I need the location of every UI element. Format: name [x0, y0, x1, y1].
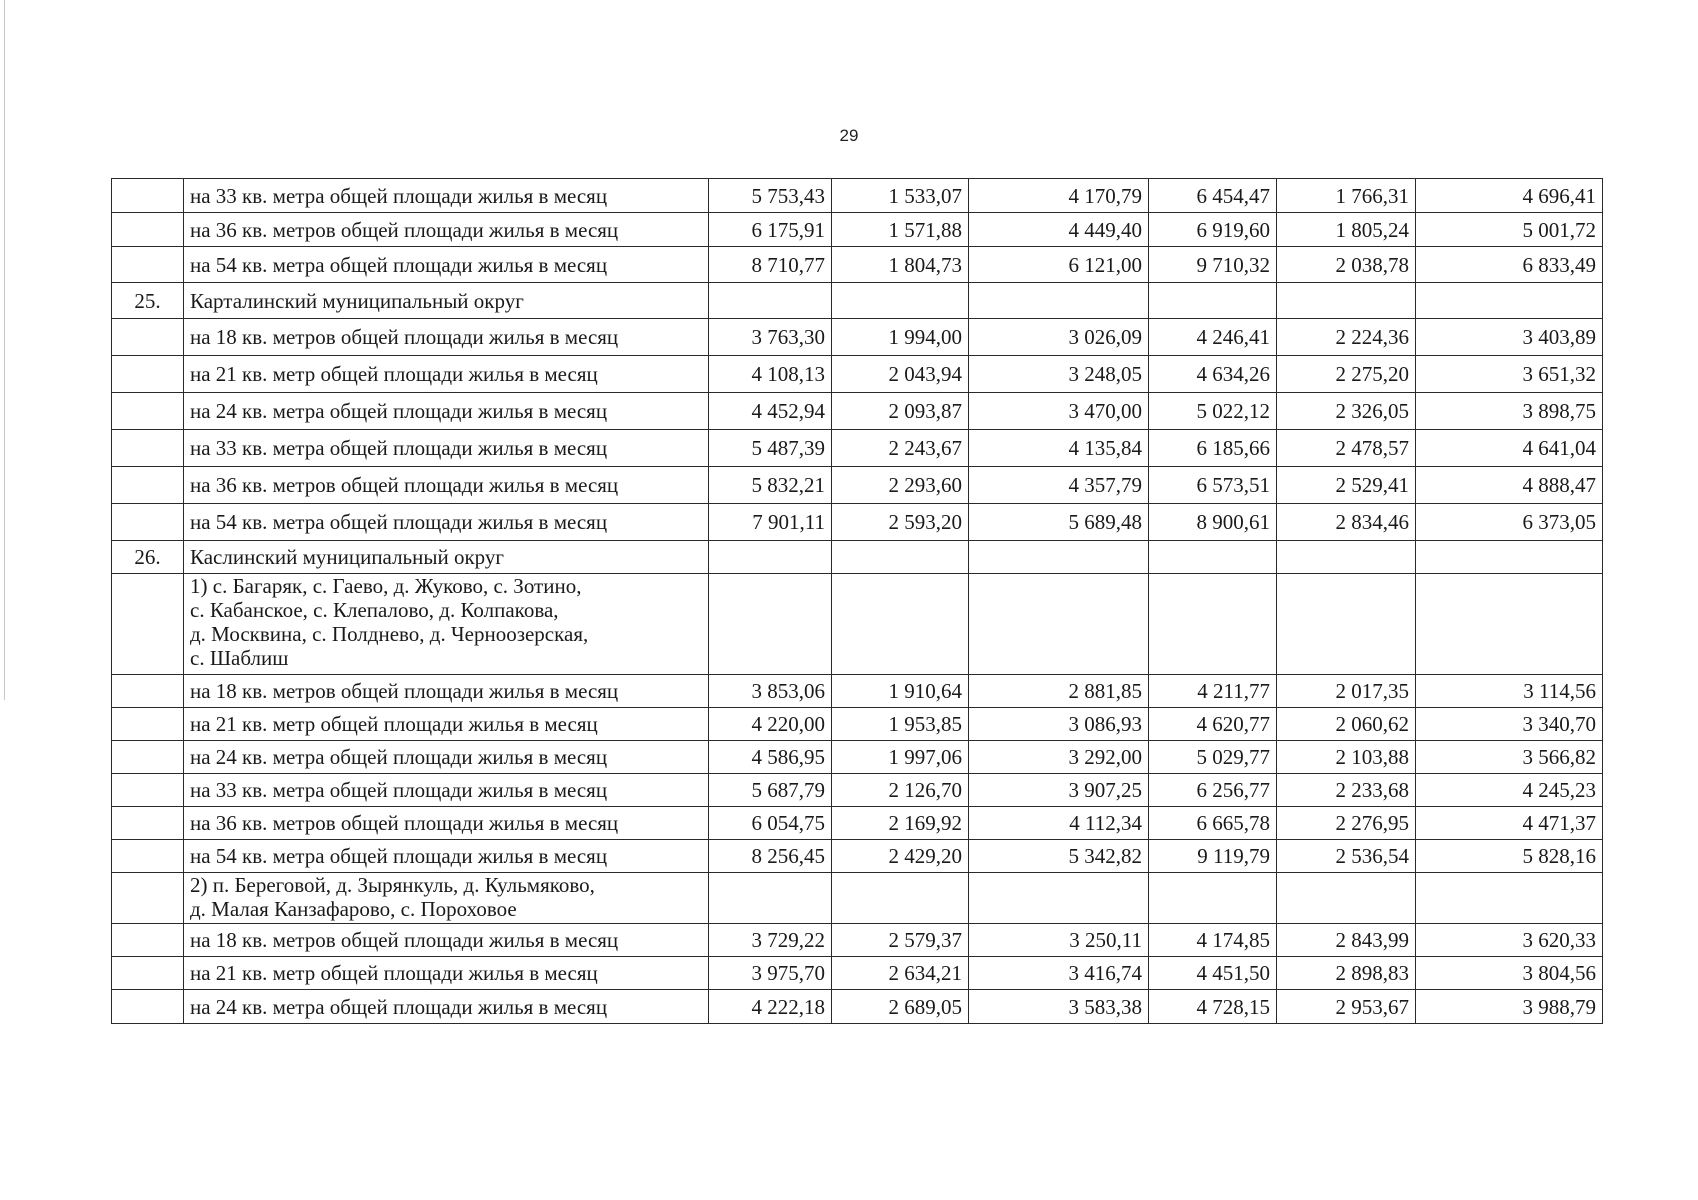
row-label-line: с. Шаблиш	[190, 646, 289, 670]
value-cell: 6 256,77	[1149, 774, 1277, 807]
value-cell: 6 573,51	[1149, 467, 1277, 504]
value-cell	[709, 574, 832, 675]
value-cell: 3 470,00	[969, 393, 1149, 430]
value-cell: 3 248,05	[969, 356, 1149, 393]
row-label: на 21 кв. метр общей площади жилья в месяц	[184, 957, 709, 990]
value-cell: 2 881,85	[969, 675, 1149, 708]
value-cell: 2 429,20	[832, 840, 969, 873]
value-cell: 4 471,37	[1416, 807, 1603, 840]
value-cell: 6 373,05	[1416, 504, 1603, 541]
page-number: 29	[839, 126, 859, 145]
value-cell	[1149, 574, 1277, 675]
value-cell: 2 326,05	[1277, 393, 1416, 430]
row-label-line: 2) п. Береговой, д. Зырянкуль, д. Кульмяково,	[190, 873, 595, 897]
value-cell: 1 766,31	[1277, 179, 1416, 213]
row-label: на 36 кв. метров общей площади жилья в месяц	[184, 807, 709, 840]
value-cell: 3 729,22	[709, 924, 832, 957]
value-cell: 2 529,41	[1277, 467, 1416, 504]
value-cell: 2 293,60	[832, 467, 969, 504]
value-cell	[1277, 873, 1416, 924]
group-row	[112, 873, 1603, 924]
row-index	[112, 675, 184, 708]
row-label	[184, 873, 709, 924]
table-row	[112, 467, 1603, 504]
value-cell: 2 093,87	[832, 393, 969, 430]
row-label-line: д. Москвина, с. Полднево, д. Черноозерская,	[190, 622, 589, 646]
value-cell: 4 211,77	[1149, 675, 1277, 708]
row-label: на 33 кв. метра общей площади жилья в месяц	[184, 774, 709, 807]
value-cell: 3 898,75	[1416, 393, 1603, 430]
row-index	[112, 356, 184, 393]
value-cell: 4 696,41	[1416, 179, 1603, 213]
value-cell: 8 256,45	[709, 840, 832, 873]
table-row	[112, 213, 1603, 247]
value-cell: 4 586,95	[709, 741, 832, 774]
value-cell: 3 763,30	[709, 319, 832, 356]
value-cell: 5 689,48	[969, 504, 1149, 541]
value-cell: 4 449,40	[969, 213, 1149, 247]
row-label: на 36 кв. метров общей площади жилья в месяц	[184, 467, 709, 504]
table-row	[112, 708, 1603, 741]
tariff-table	[111, 178, 1603, 1024]
row-index	[112, 924, 184, 957]
value-cell: 1 910,64	[832, 675, 969, 708]
row-label: на 54 кв. метра общей площади жилья в месяц	[184, 504, 709, 541]
value-cell: 2 834,46	[1277, 504, 1416, 541]
value-cell: 4 222,18	[709, 990, 832, 1024]
row-label: на 54 кв. метра общей площади жилья в месяц	[184, 840, 709, 873]
row-index	[112, 873, 184, 924]
table-row	[112, 430, 1603, 467]
value-cell: 2 898,83	[1277, 957, 1416, 990]
row-index	[112, 247, 184, 283]
value-cell	[1416, 283, 1603, 319]
value-cell	[1277, 283, 1416, 319]
value-cell: 3 566,82	[1416, 741, 1603, 774]
value-cell	[832, 574, 969, 675]
value-cell	[1416, 873, 1603, 924]
row-index	[112, 840, 184, 873]
value-cell: 2 038,78	[1277, 247, 1416, 283]
row-label: на 24 кв. метра общей площади жилья в месяц	[184, 393, 709, 430]
value-cell: 4 246,41	[1149, 319, 1277, 356]
section-header-row	[112, 541, 1603, 574]
value-cell: 2 689,05	[832, 990, 969, 1024]
row-label: на 24 кв. метра общей площади жилья в месяц	[184, 741, 709, 774]
value-cell: 5 687,79	[709, 774, 832, 807]
value-cell: 3 340,70	[1416, 708, 1603, 741]
row-label: на 33 кв. метра общей площади жилья в месяц	[184, 430, 709, 467]
table-row	[112, 807, 1603, 840]
value-cell: 2 276,95	[1277, 807, 1416, 840]
table-row	[112, 393, 1603, 430]
table-row	[112, 504, 1603, 541]
value-cell: 1 994,00	[832, 319, 969, 356]
value-cell	[1416, 541, 1603, 574]
value-cell: 2 017,35	[1277, 675, 1416, 708]
value-cell: 5 832,21	[709, 467, 832, 504]
row-label: на 18 кв. метров общей площади жилья в месяц	[184, 675, 709, 708]
table-row	[112, 774, 1603, 807]
row-index	[112, 319, 184, 356]
value-cell: 6 185,66	[1149, 430, 1277, 467]
value-cell: 5 753,43	[709, 179, 832, 213]
value-cell	[1149, 283, 1277, 319]
scan-edge-line	[4, 0, 5, 700]
group-row	[112, 574, 1603, 675]
table-row	[112, 741, 1603, 774]
value-cell: 3 086,93	[969, 708, 1149, 741]
value-cell	[969, 541, 1149, 574]
value-cell: 5 487,39	[709, 430, 832, 467]
row-index	[112, 467, 184, 504]
value-cell: 2 593,20	[832, 504, 969, 541]
value-cell	[969, 873, 1149, 924]
value-cell: 4 108,13	[709, 356, 832, 393]
value-cell: 5 828,16	[1416, 840, 1603, 873]
row-label: на 21 кв. метр общей площади жилья в месяц	[184, 356, 709, 393]
value-cell	[832, 283, 969, 319]
value-cell: 2 953,67	[1277, 990, 1416, 1024]
value-cell: 4 170,79	[969, 179, 1149, 213]
table-row	[112, 957, 1603, 990]
row-index	[112, 213, 184, 247]
value-cell: 6 833,49	[1416, 247, 1603, 283]
row-label-line: с. Кабанское, с. Клепалово, д. Колпакова,	[190, 598, 559, 622]
value-cell: 2 243,67	[832, 430, 969, 467]
value-cell: 2 103,88	[1277, 741, 1416, 774]
row-label: на 33 кв. метра общей площади жилья в месяц	[184, 179, 709, 213]
value-cell: 6 454,47	[1149, 179, 1277, 213]
table-row	[112, 356, 1603, 393]
row-label: на 21 кв. метр общей площади жилья в месяц	[184, 708, 709, 741]
value-cell: 2 275,20	[1277, 356, 1416, 393]
value-cell: 5 342,82	[969, 840, 1149, 873]
value-cell: 6 121,00	[969, 247, 1149, 283]
value-cell: 3 250,11	[969, 924, 1149, 957]
row-index: 25.	[112, 283, 184, 319]
value-cell: 4 888,47	[1416, 467, 1603, 504]
value-cell: 4 135,84	[969, 430, 1149, 467]
value-cell: 4 452,94	[709, 393, 832, 430]
value-cell: 2 233,68	[1277, 774, 1416, 807]
row-label-line: д. Малая Канзафарово, с. Пороховое	[190, 897, 517, 921]
table-row	[112, 319, 1603, 356]
value-cell: 3 583,38	[969, 990, 1149, 1024]
value-cell: 4 620,77	[1149, 708, 1277, 741]
value-cell: 2 634,21	[832, 957, 969, 990]
value-cell: 2 478,57	[1277, 430, 1416, 467]
row-index	[112, 807, 184, 840]
value-cell: 2 060,62	[1277, 708, 1416, 741]
value-cell: 2 843,99	[1277, 924, 1416, 957]
value-cell: 8 710,77	[709, 247, 832, 283]
value-cell: 8 900,61	[1149, 504, 1277, 541]
value-cell: 4 357,79	[969, 467, 1149, 504]
value-cell	[832, 541, 969, 574]
value-cell: 4 245,23	[1416, 774, 1603, 807]
value-cell	[1277, 541, 1416, 574]
value-cell	[709, 873, 832, 924]
value-cell	[1149, 873, 1277, 924]
value-cell: 2 536,54	[1277, 840, 1416, 873]
table-row	[112, 179, 1603, 213]
value-cell: 3 292,00	[969, 741, 1149, 774]
value-cell: 5 022,12	[1149, 393, 1277, 430]
table-row	[112, 675, 1603, 708]
row-label: на 54 кв. метра общей площади жилья в месяц	[184, 247, 709, 283]
row-index	[112, 990, 184, 1024]
value-cell: 4 634,26	[1149, 356, 1277, 393]
value-cell: 2 169,92	[832, 807, 969, 840]
row-index	[112, 393, 184, 430]
row-label: на 18 кв. метров общей площади жилья в месяц	[184, 319, 709, 356]
value-cell	[832, 873, 969, 924]
value-cell	[1277, 574, 1416, 675]
row-label: Каслинский муниципальный округ	[184, 541, 709, 574]
value-cell: 6 054,75	[709, 807, 832, 840]
value-cell: 3 907,25	[969, 774, 1149, 807]
value-cell: 2 043,94	[832, 356, 969, 393]
row-index	[112, 957, 184, 990]
value-cell: 3 853,06	[709, 675, 832, 708]
value-cell: 2 579,37	[832, 924, 969, 957]
value-cell: 5 001,72	[1416, 213, 1603, 247]
value-cell: 3 620,33	[1416, 924, 1603, 957]
value-cell	[709, 283, 832, 319]
row-index	[112, 430, 184, 467]
value-cell: 3 975,70	[709, 957, 832, 990]
value-cell: 3 988,79	[1416, 990, 1603, 1024]
section-header-row	[112, 283, 1603, 319]
value-cell: 2 126,70	[832, 774, 969, 807]
value-cell: 3 403,89	[1416, 319, 1603, 356]
value-cell: 5 029,77	[1149, 741, 1277, 774]
value-cell: 9 119,79	[1149, 840, 1277, 873]
value-cell: 4 728,15	[1149, 990, 1277, 1024]
value-cell: 4 641,04	[1416, 430, 1603, 467]
value-cell: 6 665,78	[1149, 807, 1277, 840]
value-cell: 6 175,91	[709, 213, 832, 247]
value-cell: 3 804,56	[1416, 957, 1603, 990]
table-row	[112, 840, 1603, 873]
row-index	[112, 741, 184, 774]
row-label: на 24 кв. метра общей площади жилья в месяц	[184, 990, 709, 1024]
row-index: 26.	[112, 541, 184, 574]
row-label	[184, 574, 709, 675]
value-cell: 6 919,60	[1149, 213, 1277, 247]
row-index	[112, 179, 184, 213]
row-index	[112, 774, 184, 807]
row-label: на 18 кв. метров общей площади жилья в месяц	[184, 924, 709, 957]
value-cell: 1 804,73	[832, 247, 969, 283]
value-cell: 3 026,09	[969, 319, 1149, 356]
table-row	[112, 990, 1603, 1024]
value-cell: 1 953,85	[832, 708, 969, 741]
value-cell: 4 174,85	[1149, 924, 1277, 957]
row-label-line: 1) с. Багаряк, с. Гаево, д. Жуково, с. Зотино,	[190, 574, 582, 598]
row-index	[112, 574, 184, 675]
row-index	[112, 504, 184, 541]
value-cell: 4 112,34	[969, 807, 1149, 840]
value-cell	[969, 574, 1149, 675]
value-cell: 3 416,74	[969, 957, 1149, 990]
value-cell: 1 533,07	[832, 179, 969, 213]
table-row	[112, 247, 1603, 283]
value-cell: 1 997,06	[832, 741, 969, 774]
row-label: на 36 кв. метров общей площади жилья в месяц	[184, 213, 709, 247]
value-cell	[1149, 541, 1277, 574]
value-cell: 2 224,36	[1277, 319, 1416, 356]
value-cell: 3 114,56	[1416, 675, 1603, 708]
table-row	[112, 924, 1603, 957]
value-cell: 4 451,50	[1149, 957, 1277, 990]
value-cell: 1 571,88	[832, 213, 969, 247]
value-cell: 1 805,24	[1277, 213, 1416, 247]
row-label: Карталинский муниципальный округ	[184, 283, 709, 319]
value-cell: 4 220,00	[709, 708, 832, 741]
value-cell: 3 651,32	[1416, 356, 1603, 393]
value-cell	[969, 283, 1149, 319]
table-body	[112, 179, 1603, 1024]
value-cell: 7 901,11	[709, 504, 832, 541]
row-index	[112, 708, 184, 741]
value-cell	[709, 541, 832, 574]
value-cell: 9 710,32	[1149, 247, 1277, 283]
value-cell	[1416, 574, 1603, 675]
